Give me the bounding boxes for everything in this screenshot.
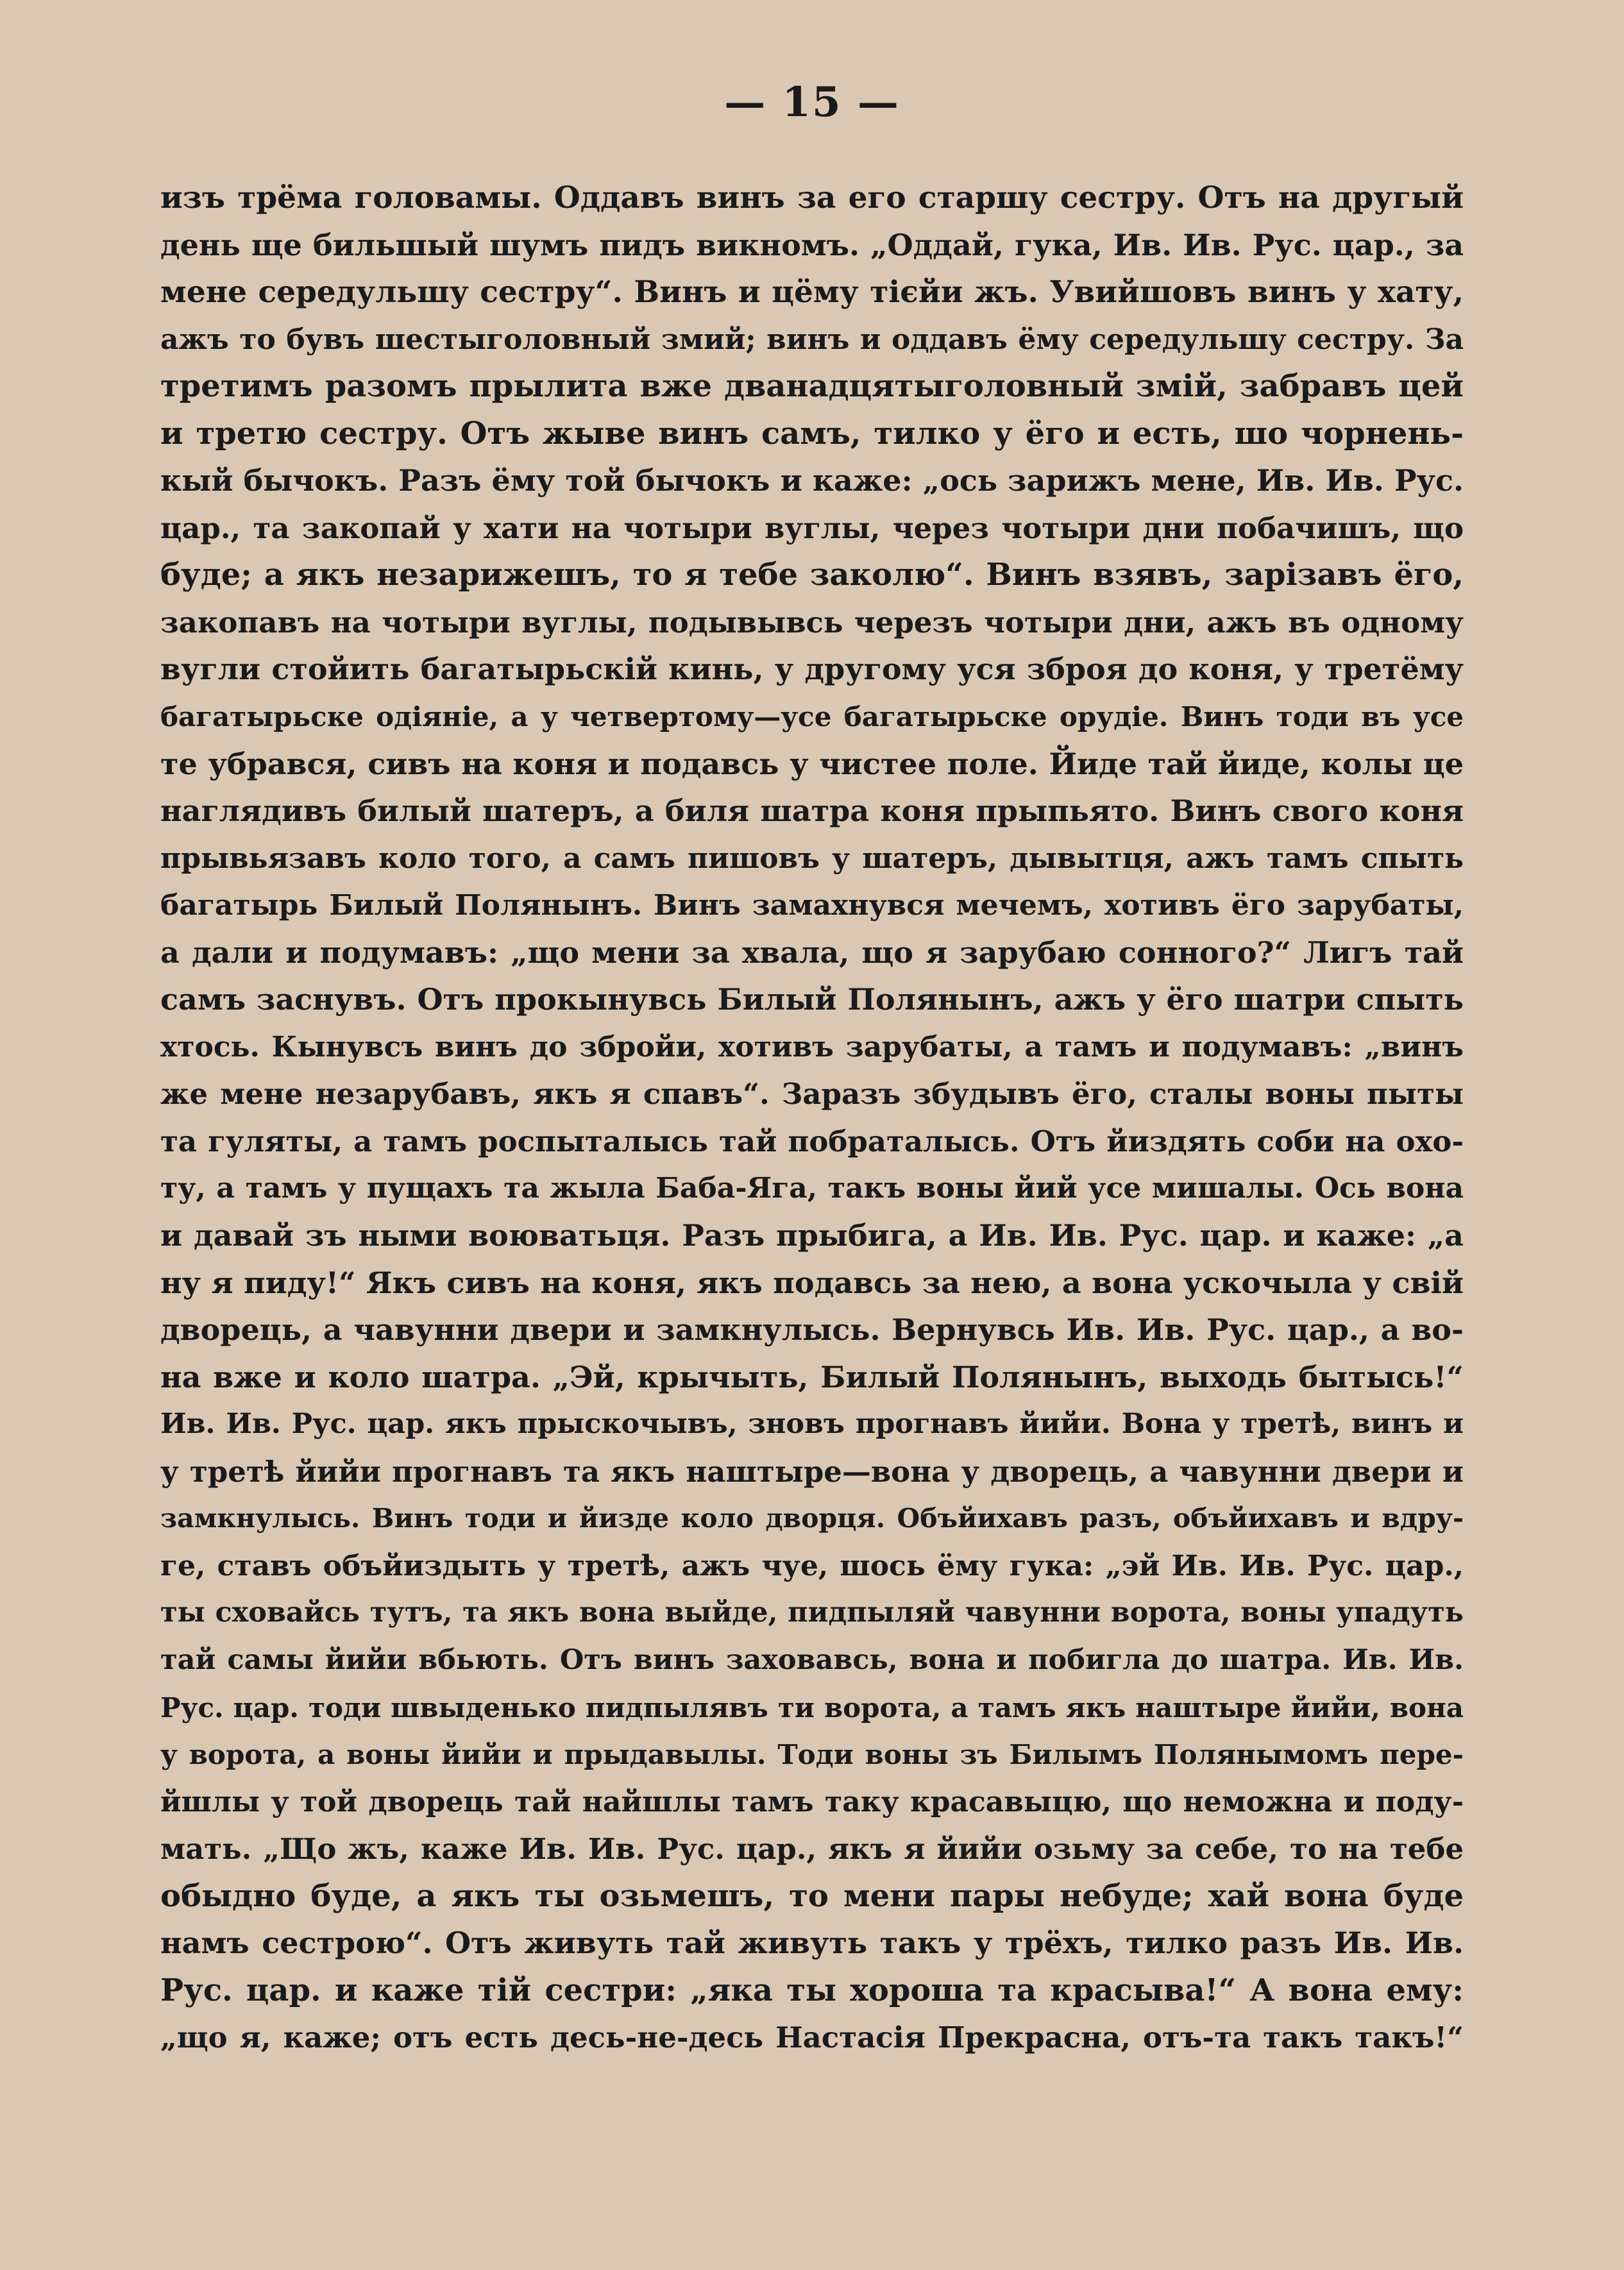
text-line: вугли стойить багатырьскій кинь, у другому уся зброя до коня, у третёму (160, 652, 1464, 687)
text-line: йшлы у той дворець тай найшлы тамъ таку красавыцю, що неможна и поду- (160, 1785, 1464, 1818)
text-line: тай самы йийи вбьють. Отъ винъ заховавсь, вона и побигла до шатра. Ив. Ив. (160, 1643, 1464, 1676)
text-line: намъ сестрою“. Отъ живуть тай живуть такъ у трёхъ, тилко разъ Ив. Ив. (160, 1926, 1464, 1961)
text-line: цар., та закопай у хати на чотыри вуглы, через чотыри дни побачишъ, що (160, 511, 1464, 545)
text-line: хтось. Кынувсъ винъ до збройи, хотивъ зарубаты, а тамъ и подумавъ: „винъ (160, 1030, 1464, 1063)
text-line: та гуляты, а тамъ роспыталысь тай побраталысь. Отъ йиздять соби на охо- (160, 1124, 1464, 1158)
text-line: у ворота, а воны йийи и прыдавылы. Тоди воны зъ Билымъ Полянымомъ пере- (160, 1739, 1464, 1771)
text-line: на вже и коло шатра. „Эй, крычыть, Билый Полянынъ, выходь бытысь!“ (160, 1359, 1464, 1394)
text-line: ажъ то бувъ шестыголовный змий; винъ и оддавъ ёму середульшу сестру. За (160, 323, 1464, 356)
text-line: ты сховайсь тутъ, та якъ вона выйде, пидпыляй чавунни ворота, воны упадуть (160, 1597, 1464, 1629)
text-line: наглядивъ билый шатеръ, а биля шатра коня прыпьято. Винъ свого коня (160, 793, 1464, 829)
text-line: мене середульшу сестру“. Винъ и цёму тієйи жъ. Увийшовъ винъ у хату, (160, 275, 1464, 310)
text-line: изъ трёма головамы. Оддавъ винъ за его старшу сестру. Отъ на другый (160, 180, 1464, 216)
text-line: Рус. цар. и каже тій сестри: „яка ты хороша та красыва!“ А вона ему: (160, 1972, 1464, 2008)
text-line: ге, ставъ объйиздыть у третѣ, ажъ чуе, шось ёму гука: „эй Ив. Ив. Рус. цар., (160, 1549, 1464, 1582)
text-line: и третю сестру. Отъ жыве винъ самъ, тилко у ёго и есть, шо чорнень- (160, 415, 1464, 452)
text-line: мать. „Що жъ, каже Ив. Ив. Рус. цар., якъ я йийи озьму за себе, то на тебе (160, 1832, 1464, 1867)
text-line: те убрався, сивъ на коня и подавсь у чистее поле. Йиде тай йиде, колы це (160, 746, 1464, 781)
text-line: закопавъ на чотыри вуглы, подывывсь черезъ чотыри дни, ажъ въ одному (160, 605, 1464, 639)
body-text (160, 174, 1464, 2062)
text-line: дворець, а чавунни двери и замкнулысь. Вернувсь Ив. Ив. Рус. цар., а во- (160, 1312, 1464, 1348)
text-line: замкнулысь. Винъ тоди и йизде коло дворця. Объйихавъ разъ, объйихавъ и вдру- (160, 1503, 1464, 1534)
text-line: Ив. Ив. Рус. цар. якъ прыскочывъ, зновъ прогнавъ йийи. Вона у третѣ, винъ и (160, 1408, 1464, 1441)
text-line: а дали и подумавъ: „що мени за хвала, що я зарубаю сонного?“ Лигъ тай (160, 935, 1464, 970)
text-line: багатырь Билый Полянынъ. Винъ замахнувся мечемъ, хотивъ ёго зарубаты, (160, 889, 1464, 922)
text-line: кый бычокъ. Разъ ёму той бычокъ и каже: „ось зарижъ мене, Ив. Ив. Рус. (160, 463, 1464, 498)
text-line: багатырьске одіяніе, а у четвертому—усе багатырьске орудіе. Винъ тоди въ усе (160, 701, 1464, 733)
text-line: буде; а якъ незарижешъ, то я тебе заколю“. Винъ взявъ, зарізавъ ёго, (160, 557, 1464, 593)
text-line: ту, а тамъ у пущахъ та жыла Баба-Яга, такъ воны йий усе мишалы. Ось вона (160, 1172, 1464, 1205)
text-line: Рус. цар. тоди швыденько пидпылявъ ти ворота, а тамъ якъ наштыре йийи, вона (160, 1691, 1464, 1724)
text-line: ну я пиду!“ Якъ сивъ на коня, якъ подавсь за нею, а вона ускочыла у свій (160, 1265, 1464, 1300)
page-number: — 15 — (724, 78, 900, 126)
text-line: и давай зъ ными воюватьця. Разъ прыбига, а Ив. Ив. Рус. цар. и каже: „а (160, 1218, 1464, 1253)
text-line: у третѣ йийи прогнавъ та якъ наштыре—вона у дворець, а чавунни двери и (160, 1454, 1464, 1489)
text-line: прывьязавъ коло того, а самъ пишовъ у шатеръ, дывытця, ажъ тамъ спыть (160, 842, 1464, 875)
text-line: „що я, каже; отъ есть десь-не-десь Настасія Прекрасна, отъ-та такъ такъ!“ (160, 2020, 1464, 2055)
text-line: самъ заснувъ. Отъ прокынувсь Билый Полянынъ, ажъ у ёго шатри спыть (160, 982, 1464, 1017)
text-line: же мене незарубавъ, якъ я спавъ“. Заразъ збудывъ ёго, сталы воны пыты (160, 1077, 1464, 1112)
text-line: третимъ разомъ прылита вже дванадцятыголовный змій, забравъ цей (160, 368, 1464, 405)
text-line: обыдно буде, а якъ ты озьмешъ, то мени пары небуде; хай вона буде (160, 1877, 1464, 1914)
text-line: день ще бильшый шумъ пидъ викномъ. „Оддай, гука, Ив. Ив. Рус. цар., за (160, 227, 1464, 262)
